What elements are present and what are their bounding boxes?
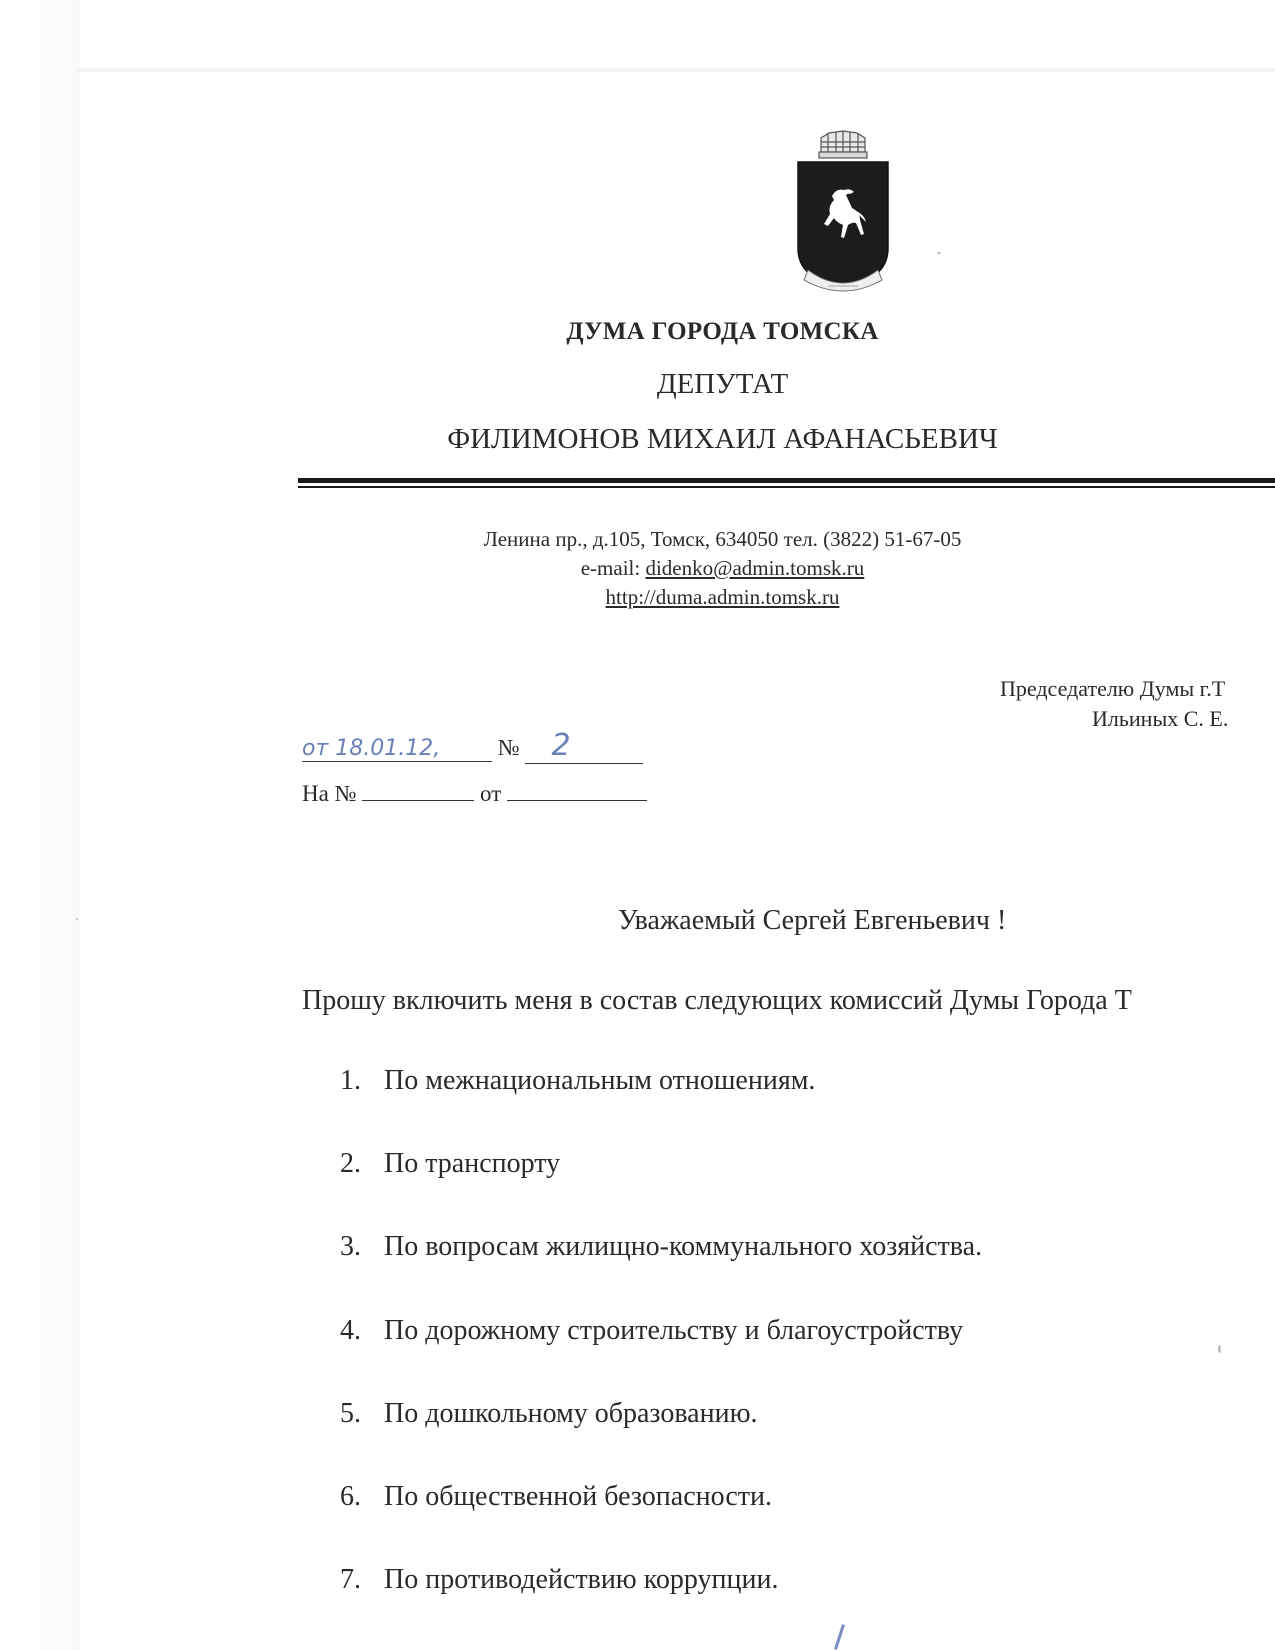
commission-list [340,1065,982,1647]
recipient-name: Ильиных С. Е. [1092,706,1229,731]
item-number: 7. [340,1564,361,1596]
item-text: По транспорту [384,1148,561,1180]
scan-speck [76,918,78,920]
list-item [340,1065,982,1148]
incoming-reference [302,780,647,807]
list-item [340,1148,982,1231]
incoming-number-label: На № [302,781,357,806]
header-rule-thin [298,486,1275,488]
request-text: Прошу включить меня в состав следующих комиссий Думы Города Т [302,985,1132,1016]
scan-speck [1218,1345,1221,1353]
item-text: По общественной безопасности. [384,1480,772,1512]
list-item [340,1398,982,1481]
handwritten-date: от 18.01.12, [302,736,492,762]
list-item [340,1481,982,1564]
item-number: 4. [340,1314,361,1346]
recipient-title: Председателю Думы г.Т [1000,676,1226,701]
list-item [340,1564,982,1647]
deputy-name: ФИЛИМОНОВ МИХАИЛ АФАНАСЬЕВИЧ [447,423,998,455]
list-item [340,1315,982,1398]
tomsk-coat-of-arms-icon [788,130,898,302]
item-text: По дошкольному образованию. [384,1397,758,1429]
item-number: 6. [340,1480,361,1512]
scan-speck [937,252,941,254]
salutation: Уважаемый Сергей Евгеньевич ! [618,905,1007,936]
item-text: По противодействию коррупции. [384,1564,779,1596]
website-line [170,583,1275,612]
website-link[interactable]: http://duma.admin.tomsk.ru [605,585,840,609]
email-line [170,554,1275,583]
email-link[interactable]: didenko@admin.tomsk.ru [645,556,865,580]
item-number: 3. [340,1231,361,1263]
outgoing-reference [302,728,643,764]
scan-top-edge [75,68,1275,72]
incoming-date-blank [507,780,647,801]
number-label: № [497,735,520,760]
email-label: e-mail: [580,556,646,580]
handwritten-number: 2 [525,728,643,764]
incoming-number-blank [362,780,474,801]
header-rule-thick [298,478,1275,483]
item-text: По вопросам жилищно-коммунального хозяйства. [384,1231,983,1263]
postal-address: Ленина пр., д.105, Томск, 634050 тел. (3822) 51-67-05 [483,527,962,551]
scan-margin [0,0,80,1650]
item-text: По дорожному строительству и благоустройству [384,1314,964,1346]
contact-block [0,525,1275,612]
deputy-title: ДЕПУТАТ [656,368,789,400]
item-text: По межнациональным отношениям. [384,1065,816,1096]
list-item [340,1231,982,1314]
incoming-from-label: от [480,781,502,806]
item-number: 5. [340,1397,361,1429]
recipient-block [1000,674,1228,734]
item-number: 2. [340,1148,361,1180]
organization-name: ДУМА ГОРОДА ТОМСКА [566,318,879,345]
item-number: 1. [340,1065,361,1096]
